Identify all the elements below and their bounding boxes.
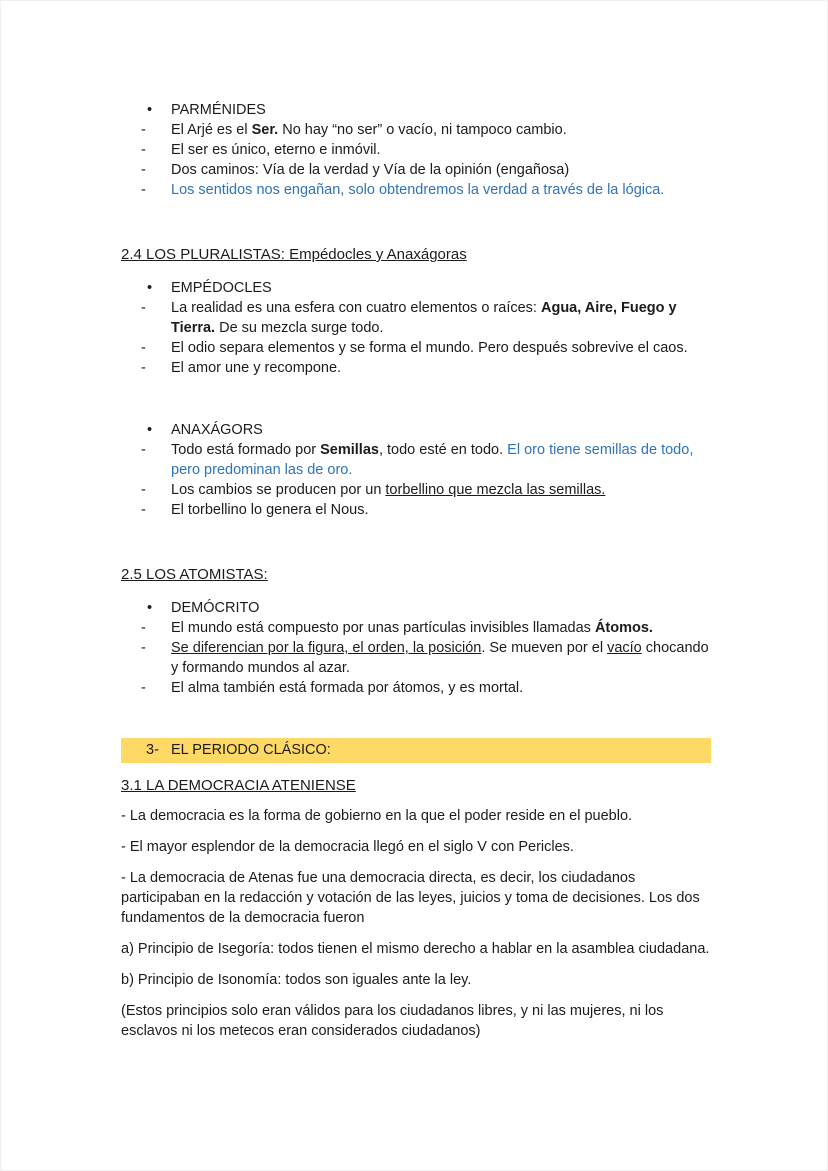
text-segment: Átomos. (594, 620, 653, 636)
text-segment: EMPÉDOCLES (171, 280, 272, 296)
text-segment: El oro tiene semillas de todo, pero predominan las de oro. (171, 442, 698, 478)
paragraph-line (121, 1001, 711, 1041)
paragraph-line (121, 868, 711, 928)
text-segment: , todo esté en todo. (378, 442, 508, 458)
spacer (121, 585, 711, 598)
text-segment: b) Principio de Isonomía: todos son iguales ante la ley. (121, 972, 472, 988)
dash-line (121, 500, 711, 520)
dash-line (121, 618, 711, 638)
text-segment: ANAXÁGORS (171, 422, 263, 438)
spacer (121, 698, 711, 738)
text-segment: El amor une y recompone. (171, 360, 342, 376)
line-text (171, 140, 711, 160)
text-segment: El torbellino lo genera el Nous. (171, 502, 369, 518)
spacer (121, 378, 711, 420)
text-segment: El ser es único, eterno e inmóvil. (171, 142, 381, 158)
text-segment: PARMÉNIDES (171, 102, 266, 118)
bullet-marker: • (147, 280, 153, 296)
bullet-parmenides (121, 100, 711, 120)
text-segment: Todo está formado por (171, 442, 321, 458)
heading-3-periodo-clasico (121, 738, 711, 763)
text-segment: 2.5 LOS ATOMISTAS: (121, 566, 268, 583)
text-segment: Los sentidos nos engañan, solo obtendremos la verdad a través de la lógica. (171, 182, 665, 198)
text-segment: Ser. (251, 122, 279, 138)
dash-line (121, 358, 711, 378)
text-segment: chocando y formando mundos al azar. (171, 640, 713, 676)
text-segment: torbellino que mezcla las semillas. (385, 482, 606, 498)
text-segment: Dos caminos: Vía de la verdad y Vía de la opinión (engañosa) (171, 162, 570, 178)
line-text (171, 420, 711, 440)
dash-marker: - (141, 340, 146, 356)
text-segment: - El mayor esplendor de la democracia llegó en el siglo V con Pericles. (121, 839, 574, 855)
bullet-marker: • (147, 422, 153, 438)
text-segment: Semillas (320, 442, 379, 458)
dash-line (121, 440, 711, 480)
text-segment: a) Principio de Isegoría: todos tienen el mismo derecho a hablar en la asamblea ciudadana. (121, 941, 710, 957)
line-text (171, 298, 711, 338)
paragraph-line (121, 806, 711, 826)
dash-line (121, 338, 711, 358)
spacer (121, 796, 711, 806)
line-text (171, 100, 711, 120)
dash-marker: - (141, 360, 146, 376)
text-segment: - La democracia de Atenas fue una democracia directa, es decir, los ciudadanos participaban en la redacción y votación de las leyes, juicios y toma de decisiones. Los dos fundamentos de la democracia fueron (121, 870, 704, 926)
dash-marker: - (141, 122, 146, 138)
section-number: 3- (146, 742, 159, 758)
text-segment: El mundo está compuesto por unas partículas invisibles llamadas (171, 620, 595, 636)
dash-line (121, 140, 711, 160)
dash-marker: - (141, 182, 146, 198)
text-segment: Los cambios se producen por un (171, 482, 386, 498)
dash-line (121, 638, 711, 678)
spacer (121, 763, 711, 775)
dash-line (121, 298, 711, 338)
line-text (171, 598, 711, 618)
line-text (171, 500, 711, 520)
line-text (171, 160, 711, 180)
dash-marker: - (141, 620, 146, 636)
text-segment: vacío (607, 640, 642, 656)
dash-marker: - (141, 162, 146, 178)
text-segment: . Se mueven por el (481, 640, 608, 656)
text-segment: - La democracia es la forma de gobierno en la que el poder reside en el pueblo. (121, 808, 633, 824)
heading-2-5-atomistas (121, 564, 711, 585)
line-text (171, 358, 711, 378)
line-text (171, 338, 711, 358)
text-segment: El Arjé es el (171, 122, 252, 138)
dash-marker: - (141, 502, 146, 518)
dash-line (121, 180, 711, 200)
dash-marker: - (141, 482, 146, 498)
dash-marker: - (141, 680, 146, 696)
text-segment: No hay “no ser” o vacío, ni tampoco cambio. (278, 122, 567, 138)
spacer (121, 200, 711, 244)
dash-marker: - (141, 142, 146, 158)
document-body (121, 100, 711, 1041)
text-segment: De su mezcla surge todo. (215, 320, 384, 336)
text-segment: El odio separa elementos y se forma el mundo. Pero después sobrevive el caos. (171, 340, 688, 356)
spacer (121, 265, 711, 278)
heading-2-4-pluralistas (121, 244, 711, 265)
paragraph-line (121, 939, 711, 959)
dash-marker: - (141, 442, 146, 458)
line-text (171, 180, 711, 200)
text-segment: 2.4 LOS PLURALISTAS: Empédocles y Anaxágoras (121, 246, 467, 263)
text-segment: EL PERIODO CLÁSICO: (171, 742, 331, 758)
dash-marker: - (141, 300, 146, 316)
bullet-empedocles (121, 278, 711, 298)
dash-line (121, 480, 711, 500)
bullet-marker: • (147, 102, 153, 118)
text-segment: Agua, Aire, Fuego y Tierra. (171, 300, 681, 336)
bullet-democrito (121, 598, 711, 618)
spacer (121, 520, 711, 564)
text-segment: DEMÓCRITO (171, 600, 260, 616)
bullet-marker: • (147, 600, 153, 616)
line-text (171, 480, 711, 500)
line-text (171, 618, 711, 638)
line-text (171, 638, 711, 678)
text-segment: Se diferencian por la figura, el orden, la posición (171, 640, 482, 656)
text-segment: (Estos principios solo eran válidos para los ciudadanos libres, y ni las mujeres, ni los esclavos ni los metecos eran considerados ciudadanos) (121, 1003, 668, 1039)
text-segment: 3.1 LA DEMOCRACIA ATENIENSE (121, 777, 356, 794)
line-text (171, 120, 711, 140)
line-text (171, 740, 711, 761)
heading-3-1-democracia (121, 775, 711, 796)
text-segment: La realidad es una esfera con cuatro elementos o raíces: (171, 300, 541, 316)
bullet-anaxagoras (121, 420, 711, 440)
paragraph-line (121, 970, 711, 990)
text-segment: El alma también está formada por átomos, y es mortal. (171, 680, 524, 696)
paragraph-line (121, 837, 711, 857)
dash-line (121, 120, 711, 140)
line-text (171, 278, 711, 298)
dash-marker: - (141, 640, 146, 656)
dash-line (121, 678, 711, 698)
line-text (171, 440, 711, 480)
dash-line (121, 160, 711, 180)
line-text (171, 678, 711, 698)
